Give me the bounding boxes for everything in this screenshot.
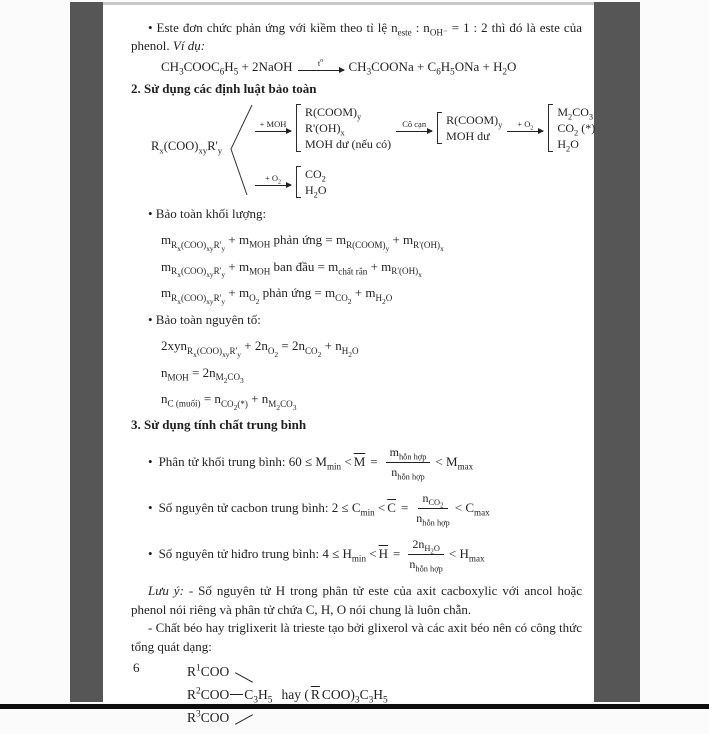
bullet-icon: • [148,500,153,516]
product-group-3: $M_2CO_3$ $CO_2$ (*) $H_2O$ [548,104,595,153]
structure-middle-row [187,685,388,704]
left-bracket [296,104,301,153]
mass-conservation-title: • Bảo toàn khối lượng: [148,205,267,221]
arrow-co-can: Cô cạn [396,120,432,136]
mean-symbol: $\overline{H}$ [378,546,388,562]
arrow-condition-label: $t^o$ [317,57,324,68]
mean-r-symbol: $\overline{R}$ [310,686,320,702]
arrow-plus-moh: + MOH [255,120,291,136]
section-3-heading: 3. Sử dụng tính chất trung bình [131,417,307,433]
left-bracket [296,166,301,198]
fraction: $\frac{n_{CO_2}}{n_{hỗn hợp}}$ [416,490,450,528]
reaction-arrow [298,59,344,75]
page-number: 6 [133,659,140,675]
equation-rhs: $CH_3COONa + C_6H_5ONa + H_2O$ [348,58,517,77]
product-group-4: $CO_2$ $H_2O$ [296,166,327,198]
left-bracket [548,104,553,153]
scheme-bottom-branch [250,166,327,198]
acyl-group-3: $R^3COO$ [187,709,230,725]
bullet-icon: • [148,454,153,470]
bond-line-diagonal-bottom [235,714,253,725]
section-2-heading: 2. Sử dụng các định luật bảo toàn [131,81,317,97]
arrow-plus-o2-top: + $O_2$ [507,120,543,136]
product-group-1: $R(COOM)_y$ $R'(OH)_x$ MOH dư (nếu có) [296,104,391,153]
book-spine-left-bar [70,2,103,702]
acyl-group-1: $R^1COO$ [187,663,230,679]
fraction: $\frac{2n_{H_2O}}{n_{hỗn hợp}}$ [409,537,443,574]
mass-equation-1: $m_{R_x(COO)_{xy}R'_y} + m_{MOH}$ phản ứng = $m_{R(COOM)_y} + m_{R'(OH)_x}$ [161,232,444,253]
document-page [103,2,596,725]
intro-paragraph: • Este đơn chức phản ứng với kiềm theo tỉ lệ $n_{este}$ : $n_{OH^-} = 1$ : 2 thì đó là este của phenol. Ví dụ: [131,20,582,54]
arrow-shaft [298,70,344,71]
element-equation-1: $2xyn_{R_x(COO)_{xy}R'_y} + 2n_{O_2} = 2n_{CO_2} + n_{H_2O}$ [161,338,359,359]
average-carbon-row: • Số nguyên tử cacbon trung bình: $2 \le C_{min}$ < $\overline{C}$ = $\frac{n_{CO_2}}{n_{hỗn hợp}}$ < $C_{max}$ [148,490,490,528]
general-formula: hay ( $\overline{R}$ $COO)_3C_3H_5$ [281,686,388,706]
bullet-icon: • [148,546,153,562]
scheme-top-branch [250,104,595,153]
glycerol-backbone: $C_3H_5$ [244,686,273,706]
left-bracket [437,112,442,144]
phenol-saponification-equation [161,58,582,76]
bond-line [230,694,243,695]
element-conservation-title: • Bảo toàn nguyên tố: [148,311,261,327]
element-equation-3: $n_{C (muối)} = n_{CO_2(*)} + n_{M_2CO_3}$ [161,390,297,412]
mean-symbol: $\overline{M}$ [353,454,366,470]
triglyceride-structure [187,662,582,734]
average-hydrogen-row: • Số nguyên tử hiđro trung bình: $4 \le H_{min}$ < $\overline{H}$ = $\frac{2n_{H_2O}}{n_{hỗn hợp}}$ < $H_{max}$ [148,537,485,574]
element-equation-2: $n_{MOH} = 2n_{M_2CO_3}$ [161,364,244,385]
fraction: $\frac{m_{hỗn hợp}}{n_{hỗn hợp}}$ [386,444,431,481]
equation-lhs: $CH_3COOC_6H_5$ + 2NaOH [161,58,293,77]
average-molar-mass-row: • Phân tử khối trung bình: $60 \le M_{min}$ < $\overline{M}$ = $\frac{m_{hỗn hợp}}{n_{hỗn hợp}}$ < $M_{max}$ [148,444,474,482]
book-edge-right-bar [594,2,640,702]
note-paragraph-1: Lưu ý: - Số nguyên tử H trong phân tử este của axit cacboxylic với ancol hoặc phenol nói riêng và phân tử chứa C, H, O nói chung là luôn chẵn. [131,583,582,617]
mean-symbol: $\overline{C}$ [387,500,396,516]
product-group-2: $R(COOM)_y$ MOH dư [437,112,502,144]
acyl-group-2: $R^2COO$ [187,686,230,702]
conservation-scheme-diagram [131,102,596,200]
note-paragraph-2: - Chất béo hay triglixerit là trieste tạo bởi glixerol và các axit béo nên có công thức tổng quát dạng: [131,620,582,654]
bond-line-diagonal-top [235,672,253,683]
mass-equation-3: $m_{R_x(COO)_{xy}R'_y} + m_{O_2}$ phản ứng = $m_{CO_2} + m_{H_2O}$ [161,285,393,306]
arrow-plus-o2-bottom: + $O_2$ [255,174,291,190]
scheme-reactant-formula: $R_x(COO)_{xy}R'_y$ [151,138,223,156]
mass-equation-2: $m_{R_x(COO)_{xy}R'_y} + m_{MOH}$ ban đầu = $m_{chất rắn} + m_{R'(OH)_x}$ [161,258,422,280]
